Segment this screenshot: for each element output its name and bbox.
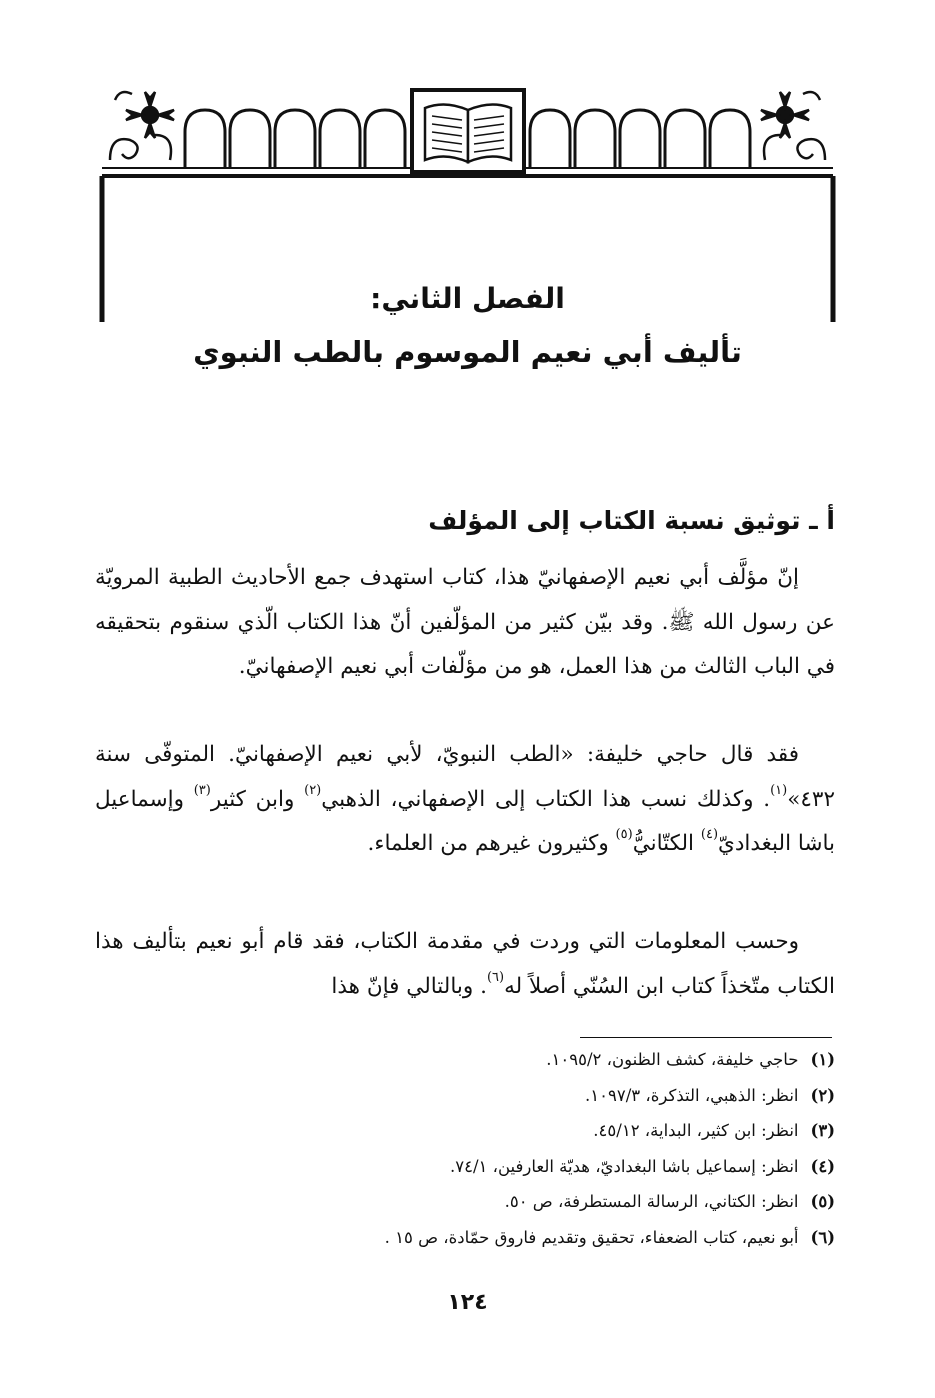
footnote-number: (٣) [810, 1121, 835, 1141]
floral-icon [761, 92, 825, 160]
footnote-ref[interactable]: (٣) [193, 782, 211, 798]
footnote-item [120, 1220, 835, 1256]
chapter-label: الفصل الثاني: [370, 282, 565, 315]
paragraph-text: وحسب المعلومات التي وردت في مقدمة الكتاب، فقد قام أبو نعيم بتأليف هذا الكتاب متّخذاً كتاب ابن السُنّي أصلاً له [95, 929, 835, 999]
footnote-ref[interactable]: (٥) [615, 827, 633, 842]
paragraph-text: الكتّانيُّ [632, 831, 701, 856]
footnote-ref[interactable]: (١) [770, 782, 788, 798]
footnote-number: (٤) [810, 1156, 835, 1176]
footnote-text: انظر: ابن كثير، البداية، ٤٥/١٢. [593, 1121, 799, 1141]
footnote-item [120, 1042, 835, 1078]
footnote-text: حاجي خليفة، كشف الظنون، ١٠٩٥/٢. [546, 1050, 799, 1069]
page-number: ١٢٤ [447, 1290, 488, 1315]
footnote-text: أبو نعيم، كتاب الضعفاء، تحقيق وتقديم فاروق حمّادة، ص ١٥ . [384, 1227, 799, 1247]
footnote-number: (٢) [810, 1085, 835, 1105]
footnote-item [120, 1113, 835, 1149]
footnote-divider [580, 1037, 832, 1038]
paragraph-text: فقد قال حاجي خليفة: «الطب النبويّ، لأبي نعيم الإصفهانيّ. المتوفّى سنة ٤٣٢» [95, 742, 836, 812]
footnote-number: (٦) [810, 1227, 835, 1247]
open-book-icon [412, 90, 524, 172]
paragraph-text: وكثيرون غيرهم من العلماء. [367, 831, 616, 856]
body-paragraph [95, 733, 835, 867]
chapter-title: تأليف أبي نعيم الموسوم بالطب النبوي [193, 335, 742, 369]
footnote-ref[interactable]: (٤) [700, 827, 719, 842]
footnote-item [120, 1184, 835, 1220]
body-paragraph: إنّ مؤلَّف أبي نعيم الإصفهانيّ هذا، كتاب استهدف جمع الأحاديث الطبية المرويّة عن رسول الله ﷺ. وقد بيّن كثير من المؤلّفين أنّ هذا الكتاب الّذي سنقوم بتحقيقه في الباب الثالث من هذا العمل، هو من مؤلّفات أبي نعيم الإصفهانيّ. [95, 565, 835, 679]
footnote-item [120, 1149, 835, 1185]
floral-icon [110, 92, 174, 160]
footnote-text: انظر: الذهبي، التذكرة، ١٠٩٧/٣. [585, 1085, 799, 1105]
paragraph-text: وابن كثير [210, 786, 305, 812]
footnote-ref[interactable]: (٢) [304, 782, 322, 798]
section-heading: أ ـ توثيق نسبة الكتاب إلى المؤلف [428, 506, 835, 535]
paragraph-text: وإسماعيل باشا البغداديّ [95, 786, 835, 856]
paragraph-text: . وبالتالي فإنّ هذا [331, 973, 487, 999]
footnote-text: انظر: إسماعيل باشا البغداديّ، هديّة العارفين، ٧٤/١. [449, 1156, 799, 1176]
paragraph-text: . وكذلك نسب هذا الكتاب إلى الإصفهاني، الذهبي [321, 786, 771, 812]
footnote-number: (١) [810, 1050, 835, 1069]
footnote-item [120, 1078, 835, 1114]
body-paragraph [95, 920, 835, 1009]
footnote-ref[interactable]: (٦) [486, 969, 505, 985]
footnotes-list [120, 1042, 835, 1256]
footnote-text: انظر: الكتاني، الرسالة المستطرفة، ص ٥٠. [504, 1192, 799, 1212]
footnote-number: (٥) [810, 1192, 835, 1212]
